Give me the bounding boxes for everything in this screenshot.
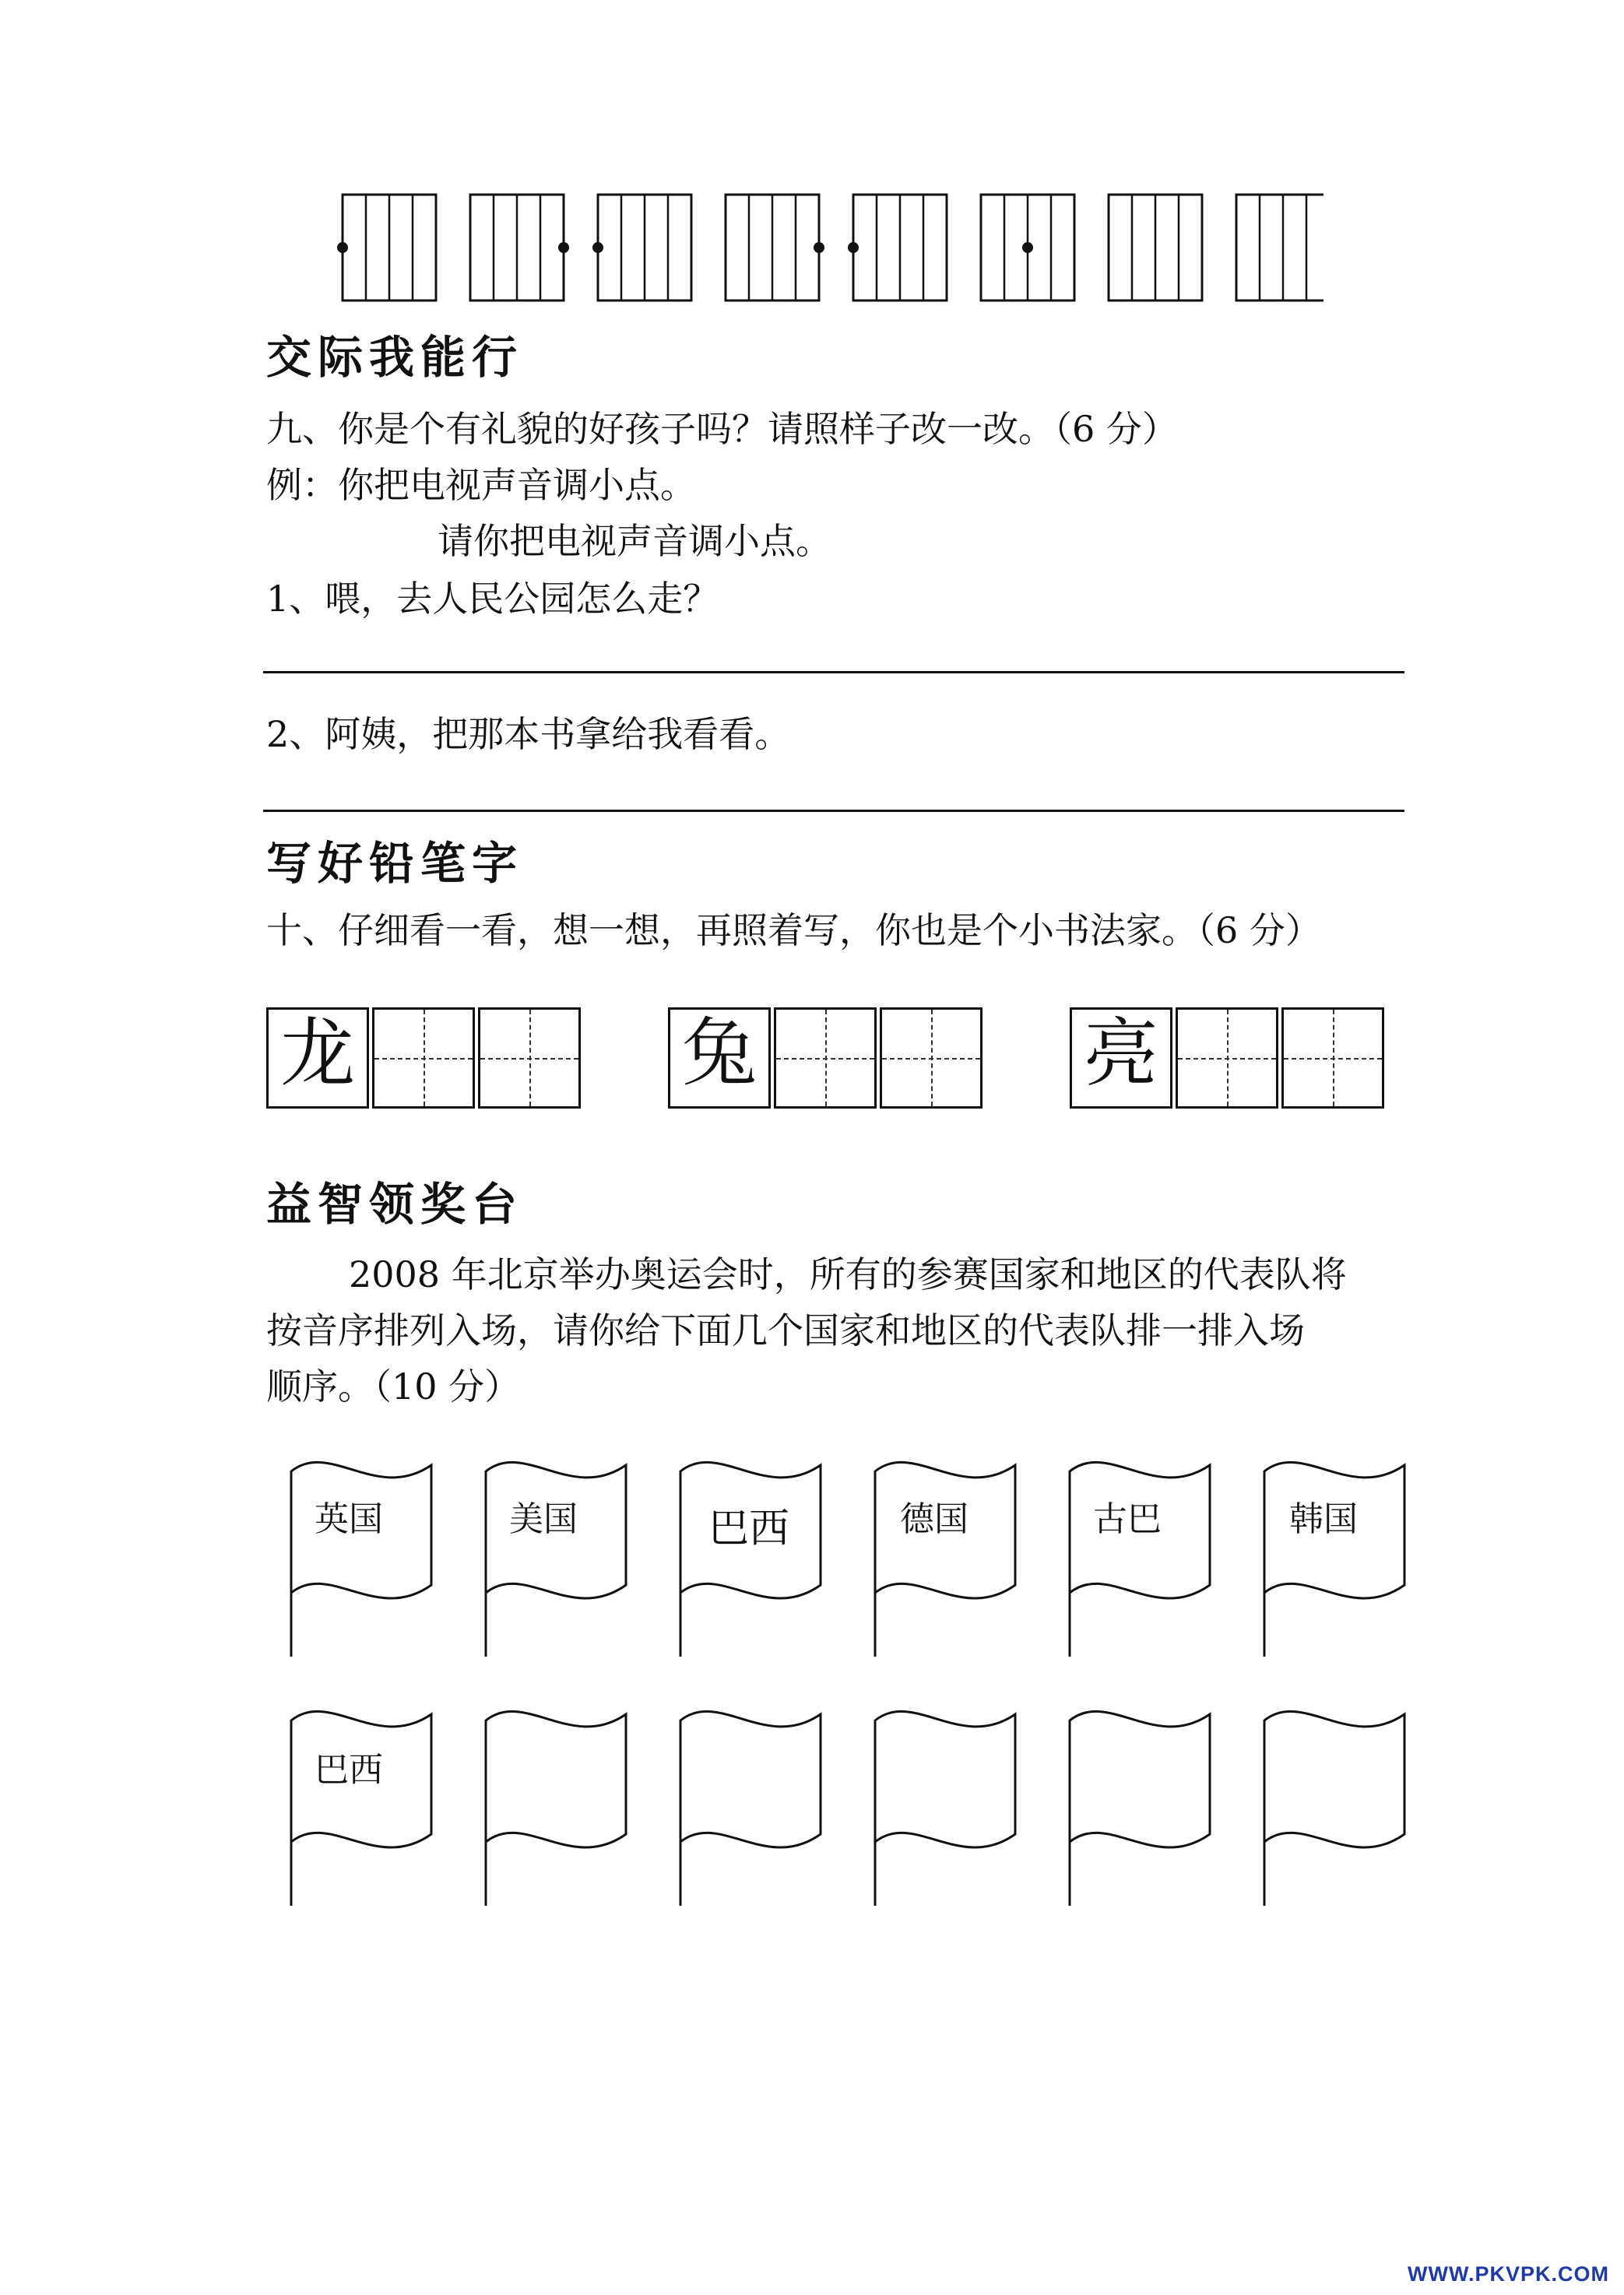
stroke-box[interactable] (981, 195, 1074, 300)
flag-outline (486, 1462, 626, 1657)
stroke-box[interactable] (337, 195, 436, 300)
flag (680, 1462, 821, 1657)
stroke-box[interactable] (1109, 195, 1202, 300)
flag (486, 1462, 626, 1657)
flag-row-top (280, 1448, 1417, 1658)
tian-group-liang (1070, 1007, 1389, 1109)
item-two: 2、阿姨，把那本书拿给我看看。 (266, 713, 791, 755)
section-heading-communication: 交际我能行 (266, 331, 524, 384)
model-cell (668, 1007, 771, 1109)
model-char: 亮 (1084, 1010, 1158, 1097)
stroke-dot (592, 242, 603, 253)
tian-group-tu (668, 1007, 987, 1109)
flag (1070, 1462, 1210, 1657)
flag (875, 1462, 1015, 1657)
puzzle-paragraph-line-3: 顺序。（10 分） (266, 1365, 521, 1408)
stroke-box[interactable] (848, 195, 947, 300)
flag-outline (291, 1462, 431, 1657)
flag-outline (486, 1711, 626, 1906)
flag-label: 韩国 (1289, 1499, 1358, 1539)
flag (291, 1711, 431, 1906)
stroke-box[interactable] (726, 195, 824, 300)
stroke-dot (848, 242, 859, 253)
stroke-box[interactable] (592, 195, 691, 300)
flag-outline (875, 1462, 1015, 1657)
flag-outline (680, 1711, 821, 1906)
question-nine: 九、你是个有礼貌的好孩子吗？请照样子改一改。（6 分） (266, 408, 1178, 450)
flag (291, 1462, 431, 1657)
tian-group-long (266, 1007, 585, 1109)
flag-outline (291, 1711, 431, 1906)
flag-row-bottom-svg (280, 1697, 1417, 1907)
item-one: 1、喂，去人民公园怎么走？ (266, 578, 719, 620)
flag-outline (1264, 1711, 1404, 1906)
stroke-dot (1022, 242, 1033, 253)
flag-label: 巴西 (315, 1750, 383, 1790)
flag-label: 古巴 (1093, 1499, 1162, 1539)
flag (875, 1711, 1015, 1906)
flag-row-top-svg (280, 1448, 1417, 1658)
stroke-box[interactable] (470, 195, 569, 300)
section-heading-writing: 写好铅笔字 (266, 837, 524, 890)
flag (1264, 1462, 1404, 1657)
model-cell (1070, 1007, 1172, 1109)
footer-url: WWW.PKVPK.COM (1408, 2262, 1609, 2286)
flag-outline (680, 1462, 821, 1657)
practice-cell[interactable] (372, 1007, 475, 1109)
stroke-box-row (327, 193, 1323, 302)
puzzle-paragraph-line-1: 2008 年北京举办奥运会时，所有的参赛国家和地区的代表队将 (349, 1253, 1347, 1295)
flag-label: 美国 (509, 1499, 578, 1539)
puzzle-paragraph-line-2: 按音序排列入场，请你给下面几个国家和地区的代表队排一排入场 (266, 1309, 1305, 1351)
practice-cell[interactable] (1281, 1007, 1384, 1109)
flag-label: 英国 (315, 1499, 383, 1539)
practice-cell[interactable] (880, 1007, 982, 1109)
flag-outline (875, 1711, 1015, 1906)
flag-outline (1070, 1462, 1210, 1657)
practice-cell[interactable] (478, 1007, 581, 1109)
model-char: 龙 (280, 1010, 355, 1097)
practice-cell[interactable] (1176, 1007, 1278, 1109)
flag-label: 巴西 (708, 1506, 790, 1552)
flag (680, 1711, 821, 1906)
flag-outline (1264, 1462, 1404, 1657)
flag (1070, 1711, 1210, 1906)
model-cell (266, 1007, 369, 1109)
flag-label: 德国 (900, 1499, 968, 1539)
answer-line-two[interactable] (263, 810, 1404, 812)
stroke-box-svg (327, 193, 1323, 302)
question-ten: 十、仔细看一看，想一想，再照着写，你也是个小书法家。（6 分） (266, 909, 1321, 951)
section-heading-puzzle: 益智领奖台 (266, 1178, 524, 1231)
answer-line-one[interactable] (263, 671, 1404, 673)
flag-row-bottom (280, 1697, 1417, 1907)
flag (1264, 1711, 1404, 1906)
example-label: 例：你把电视声音调小点。 (266, 464, 696, 506)
model-char: 兔 (682, 1010, 757, 1097)
stroke-dot (814, 242, 824, 253)
example-answer: 请你把电视声音调小点。 (438, 520, 831, 562)
practice-cell[interactable] (774, 1007, 877, 1109)
flag-outline (1070, 1711, 1210, 1906)
stroke-box[interactable] (1236, 195, 1323, 300)
flag (486, 1711, 626, 1906)
stroke-dot (558, 242, 569, 253)
stroke-dot (337, 242, 348, 253)
